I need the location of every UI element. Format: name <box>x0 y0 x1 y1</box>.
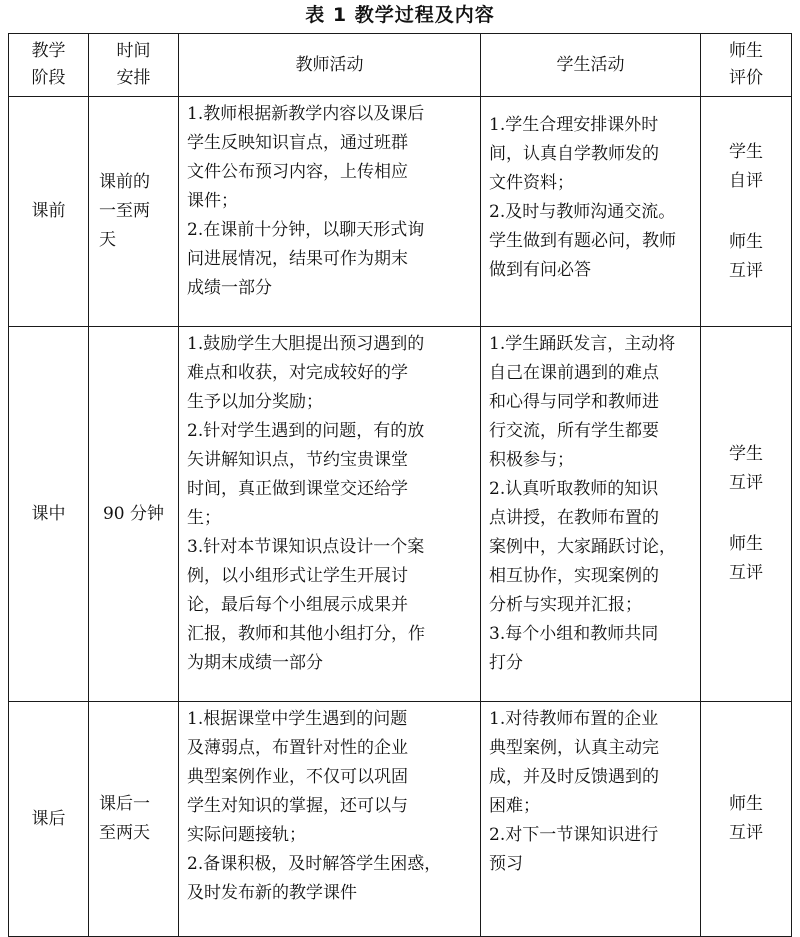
student-line: 积极参与； <box>489 450 574 470</box>
stage-label: 课中 <box>31 503 66 524</box>
student-line: 文件资料； <box>489 173 574 193</box>
student-line: 困难； <box>489 796 540 816</box>
teacher-line: 学生对知识的掌握，还可以与 <box>187 796 408 816</box>
eval-line: 师生 <box>729 794 763 814</box>
table-row <box>9 327 792 702</box>
teacher-line: 3.针对本节课知识点设计一个案 <box>187 537 425 557</box>
time-cell <box>89 702 179 937</box>
student-line: 自己在课前遇到的难点 <box>489 363 659 383</box>
teacher-line: 论，最后每个小组展示成果并 <box>187 595 408 615</box>
teacher-line: 1.教师根据新教学内容以及课后 <box>187 104 425 124</box>
teacher-line: 1.鼓励学生大胆提出预习遇到的 <box>187 334 425 354</box>
eval-line: 学生 <box>729 444 763 464</box>
time-cell <box>89 97 179 327</box>
student-activity-cell <box>481 97 701 327</box>
teacher-activity-cell <box>179 702 481 937</box>
evaluation-cell <box>701 327 792 702</box>
teacher-line: 例，以小组形式让学生开展讨 <box>187 566 408 586</box>
stage-cell <box>9 327 89 702</box>
student-line: 1.对待教师布置的企业 <box>489 709 659 729</box>
stage-cell <box>9 97 89 327</box>
teacher-line: 典型案例作业，不仅可以巩固 <box>187 767 408 787</box>
header-stage <box>9 34 89 97</box>
header-row <box>9 34 792 97</box>
teacher-line: 及时发布新的教学课件 <box>187 883 357 903</box>
student-line: 间，认真自学教师发的 <box>489 144 659 164</box>
teacher-line: 时间，真正做到课堂交还给学 <box>187 479 408 499</box>
header-student-activity <box>481 34 701 97</box>
table-row <box>9 702 792 937</box>
student-line: 2.及时与教师沟通交流。 <box>489 202 676 222</box>
header-time <box>89 34 179 97</box>
student-line: 1.学生踊跃发言，主动将 <box>489 334 676 354</box>
student-line: 相互协作，实现案例的 <box>489 566 659 586</box>
header-evaluation <box>701 34 792 97</box>
teaching-process-table <box>8 33 792 937</box>
header-time-line: 时间 <box>116 41 151 61</box>
time-line: 至两天 <box>99 823 150 843</box>
teacher-line: 2.针对学生遇到的问题，有的放 <box>187 421 425 441</box>
student-activity-cell <box>481 702 701 937</box>
header-teacher-label: 教师活动 <box>295 54 364 75</box>
header-teacher-activity <box>179 34 481 97</box>
teacher-line: 文件公布预习内容，上传相应 <box>187 162 408 182</box>
teacher-line: 课件； <box>187 191 238 211</box>
student-line: 行交流，所有学生都要 <box>489 421 659 441</box>
header-stage-line: 教学 <box>31 41 66 61</box>
student-line: 打分 <box>489 653 523 673</box>
stage-cell <box>9 702 89 937</box>
time-cell <box>89 327 179 702</box>
teacher-line: 生； <box>187 508 221 528</box>
teacher-line: 学生反映知识盲点，通过班群 <box>187 133 408 153</box>
student-line: 1.学生合理安排课外时 <box>489 115 659 135</box>
evaluation-cell <box>701 97 792 327</box>
teacher-line: 难点和收获，对完成较好的学 <box>187 363 408 383</box>
eval-line: 师生 <box>729 231 763 252</box>
teacher-line: 生予以加分奖励； <box>187 392 323 412</box>
teacher-activity-cell <box>179 97 481 327</box>
time-line: 天 <box>99 230 116 250</box>
student-line: 做到有问必答 <box>489 260 591 280</box>
student-line: 2.对下一节课知识进行 <box>489 825 659 845</box>
eval-line: 互评 <box>729 563 763 583</box>
table-row <box>9 97 792 327</box>
eval-line: 互评 <box>729 823 763 843</box>
student-line: 典型案例，认真主动完 <box>489 738 659 758</box>
teacher-line: 及薄弱点，布置针对性的企业 <box>187 738 408 758</box>
student-line: 3.每个小组和教师共同 <box>489 624 659 644</box>
eval-line: 互评 <box>729 473 763 493</box>
student-line: 成，并及时反馈遇到的 <box>489 767 659 787</box>
time-line: 90 分钟 <box>102 503 165 524</box>
teacher-line: 矢讲解知识点，节约宝贵课堂 <box>187 450 408 470</box>
teacher-line: 2.备课积极，及时解答学生困惑， <box>187 854 442 874</box>
student-line: 学生做到有题必问，教师 <box>489 231 676 251</box>
stage-label: 课前 <box>31 201 66 221</box>
header-eval-line: 师生 <box>729 41 763 61</box>
teacher-line: 汇报，教师和其他小组打分，作 <box>187 624 425 644</box>
teacher-line: 成绩一部分 <box>187 278 272 298</box>
student-line: 案例中，大家踊跃讨论， <box>489 537 676 557</box>
header-time-line: 安排 <box>116 68 151 88</box>
eval-line: 学生 <box>729 141 763 162</box>
student-line: 2.认真听取教师的知识 <box>489 479 659 499</box>
student-line: 和心得与同学和教师进 <box>489 392 659 412</box>
time-line: 课前的 <box>99 172 150 192</box>
student-activity-cell <box>481 327 701 702</box>
evaluation-cell <box>701 702 792 937</box>
eval-line: 师生 <box>729 534 763 554</box>
header-student-label: 学生活动 <box>556 54 625 75</box>
teacher-line: 为期末成绩一部分 <box>187 653 323 673</box>
eval-line: 互评 <box>729 260 763 281</box>
stage-label: 课后 <box>31 808 66 829</box>
student-line: 点讲授，在教师布置的 <box>489 508 659 528</box>
teacher-line: 2.在课前十分钟，以聊天形式询 <box>187 220 425 240</box>
eval-line: 自评 <box>729 170 763 191</box>
header-eval-line: 评价 <box>729 68 763 88</box>
teacher-line: 1.根据课堂中学生遇到的问题 <box>187 709 408 729</box>
student-line: 预习 <box>489 854 523 874</box>
time-line: 一至两 <box>99 201 150 221</box>
teacher-activity-cell <box>179 327 481 702</box>
time-line: 课后一 <box>99 794 150 814</box>
header-stage-line: 阶段 <box>31 68 66 88</box>
teacher-line: 实际问题接轨； <box>187 825 306 845</box>
table-caption: 表 1 教学过程及内容 <box>305 4 495 26</box>
student-line: 分析与实现并汇报； <box>489 595 642 615</box>
teacher-line: 问进展情况，结果可作为期末 <box>187 249 408 269</box>
